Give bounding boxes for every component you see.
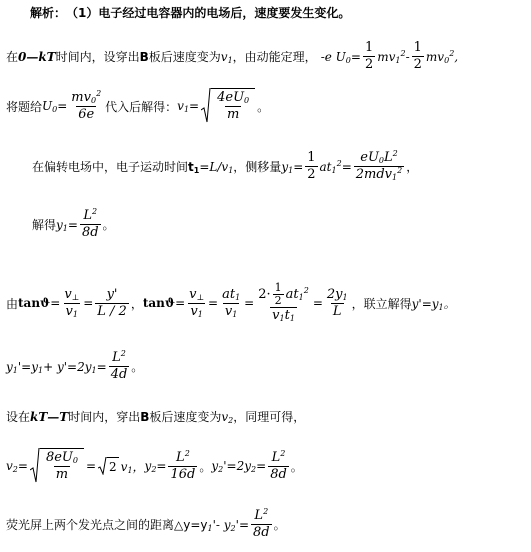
deflection-line: 在偏转电场中，电子运动时间 $t_1$ = $L/v_1$ ，侧移量 $y_1=$ $\frac{1}{2}$ $at_1^2=$ $\frac{eU_0L^2}{2mdv_1^2}$ ，: [32, 149, 419, 182]
y1-prime-fraction: $\frac{L^2}{4d}$: [110, 349, 128, 382]
nested-fraction: 2· $\frac{1}{2}$ $at_1^2$ $v_1t_1$: [258, 281, 309, 323]
y2-fraction: $\frac{L^2}{16d}$: [170, 448, 196, 482]
deflection-fraction: $\frac{eU_0L^2}{2mdv_1^2}$: [355, 149, 403, 182]
y1-fraction: $\frac{L^2}{8d}$: [81, 207, 99, 240]
solution-intro: （1）电子经过电容器内的电场后，速度要发生变化。: [66, 6, 351, 20]
half-fraction: $\frac{1}{2}$: [364, 40, 374, 72]
sqrt-expression: $\frac{4eU_0}{m}$: [201, 88, 255, 124]
y2-prime-fraction: $\frac{L^2}{8d}$: [270, 448, 287, 482]
energy-equation: -e $U_0=$: [320, 49, 361, 65]
distance-fraction: $\frac{L^2}{8d}$: [253, 507, 270, 540]
y1-prime-line: $y_1'=y_1+ y'=2y_1=$ $\frac{L^2}{4d}$ 。: [6, 349, 144, 382]
solution-heading-line: [30, 4, 350, 21]
v2-result-line: $v_2=$ $\frac{8eU_0}{m}$ = 2 $v_1$， $y_2=$ $\frac{L^2}{16d}$ 。 $y_2'=2y_2=$ $\frac{L^2}{8d}$ 。: [6, 448, 303, 482]
y1-result-line: 解得 $y_1=$ $\frac{L^2}{8d}$ 。: [32, 207, 115, 240]
energy-theorem-line: 在 0—kT 时间内，设穿出 B 板后速度变为 $v_1$ ，由动能定理， -e $U_0=$ $\frac{1}{2}$ $mv_1^2-$ $\frac{1}{2}$ $mv_0^2$,: [6, 40, 459, 72]
sqrt-expression: $\frac{8eU_0}{m}$: [30, 448, 84, 484]
sqrt-two: 2: [98, 457, 119, 475]
tangent-line: 由 tanϑ = $\frac{v_\perp}{v_1}$ = $\frac{y'}{L / 2}$ ， tanϑ = $\frac{v_\perp}{v_1}$ = $\frac{at_1}{v_1}$ = 2· $\frac{1}{2}$ $at_1^2$ $v_1t_1$ = $\frac{2y_1}{L}$ ，联立解得 $y'=y_1$。: [6, 281, 456, 323]
second-interval-line: 设在 kT—T 时间内，穿出 B 板后速度变为 $v_2$ ，同理可得，: [6, 409, 306, 425]
half-fraction: $\frac{1}{2}$: [307, 150, 316, 182]
solution-title: 解析：: [30, 6, 67, 20]
distance-line: 荧光屏上两个发光点之间的距离△y=y $_1$'- $y_2'=$ $\frac{L^2}{8d}$ 。: [6, 507, 286, 540]
half-fraction: $\frac{1}{2}$: [413, 40, 422, 72]
u0-fraction: $\frac{mv_0^2}{6e}$: [71, 88, 102, 122]
substitution-line: 将题给 $U_0=$ $\frac{mv_0^2}{6e}$ 代入后解得： $v_1=$ $\frac{4eU_0}{m}$ 。: [6, 88, 270, 122]
